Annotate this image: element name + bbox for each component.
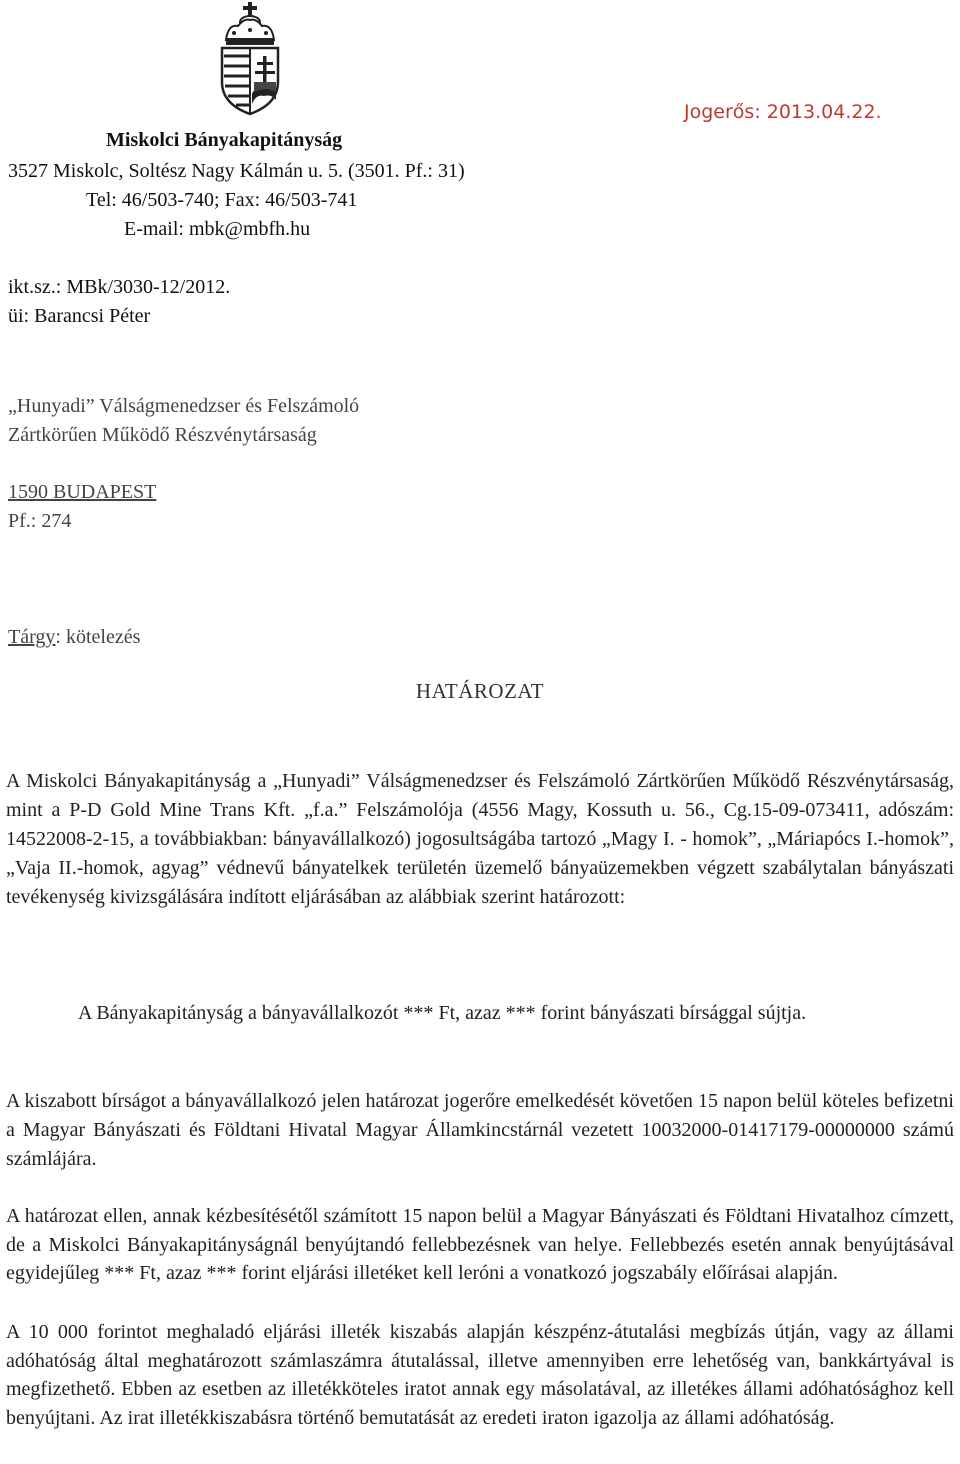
addressee-line-2: Zártkörűen Működő Részvénytársaság [8, 424, 317, 446]
subject-label: Tárgy [8, 626, 56, 648]
decision-paragraph: A Bányakapitányság a bányavállalkozót *** Ft, azaz *** forint bányászati bírsággal sújtja. [78, 1002, 807, 1024]
authority-address: 3527 Miskolc, Soltész Nagy Kálmán u. 5. (3501. Pf.: 31) [8, 160, 465, 182]
case-officer: üi: Barancsi Péter [8, 305, 151, 327]
authority-email: E-mail: mbk@mbfh.hu [124, 218, 311, 240]
payment-paragraph: A kiszabott bírságot a bányavállalkozó jelen határozat jogerőre emelkedését követően 15 napon belül köteles befizetni a Magyar Bányászati és Földtani Hivatal Magyar Államkincstárnál vezetett 10032000-01417179-00000000 számú számlájára. [6, 1090, 954, 1170]
addressee-pobox: Pf.: 274 [8, 510, 72, 532]
authority-name: Miskolci Bányakapitányság [106, 129, 343, 151]
fee-paragraph: A 10 000 forintot meghaladó eljárási illeték kiszabás alapján készpénz-átutalási megbízás útján, vagy az állami adóhatóság által meghatározott számlaszámra átutalással, illetve amennyiben erre lehetőség van, bankkártyával is megfizethető. Ebben az esetben az illetékköteles iratot annak egy másolatával, az illetékes állami adóhatósághoz kell benyújtani. Az irat illetékkiszabásra történő bemutatását az eredeti iraton igazolja az állami adóhatóság. [6, 1321, 954, 1429]
subject-value: : kötelezés [55, 626, 141, 648]
document-title: HATÁROZAT [415, 679, 545, 703]
addressee-city: 1590 BUDAPEST [8, 481, 157, 503]
authority-phone-fax: Tel: 46/503-740; Fax: 46/503-741 [86, 189, 358, 211]
subject-line [8, 623, 140, 652]
appeal-paragraph: A határozat ellen, annak kézbesítésétől számított 15 napon belül a Magyar Bányászati és Földtani Hivatalhoz címzett, de a Miskolci Bányakapitányságnál benyújtandó fellebbezésnek van helye. Fellebbezés esetén annak benyújtásával egyidejűleg *** Ft, azaz *** forint eljárási illetéket kell leróni a vonatkozó jogszabály előírásai alapján. [6, 1205, 954, 1284]
hungarian-coat-of-arms-icon [214, 0, 286, 116]
legal-status: Jogerős: 2013.04.22. [684, 101, 882, 123]
reference-number: ikt.sz.: MBk/3030-12/2012. [8, 276, 231, 298]
intro-paragraph: A Miskolci Bányakapitányság a „Hunyadi” Válságmenedzser és Felszámoló Zártkörűen Működő Részvénytársaság, mint a P-D Gold Mine Trans Kft. „f.a.” Felszámolója (4556 Magy, Kossuth u. 56., Cg.15-09-073411, adószám: 14522008-2-15, a továbbiakban: bányavállalkozó) jogosultságába tartozó „Magy I. - homok”, „Máriapócs I.-homok”, „Vaja II.-homok, agyag” védnevű bányatelkek területén üzemelő bányaüzemekben végzett szabálytalan bányászati tevékenység kivizsgálására indított eljárásában az alábbiak szerint határozott: [6, 770, 954, 908]
addressee-line-1: „Hunyadi” Válságmenedzser és Felszámoló [8, 395, 360, 417]
